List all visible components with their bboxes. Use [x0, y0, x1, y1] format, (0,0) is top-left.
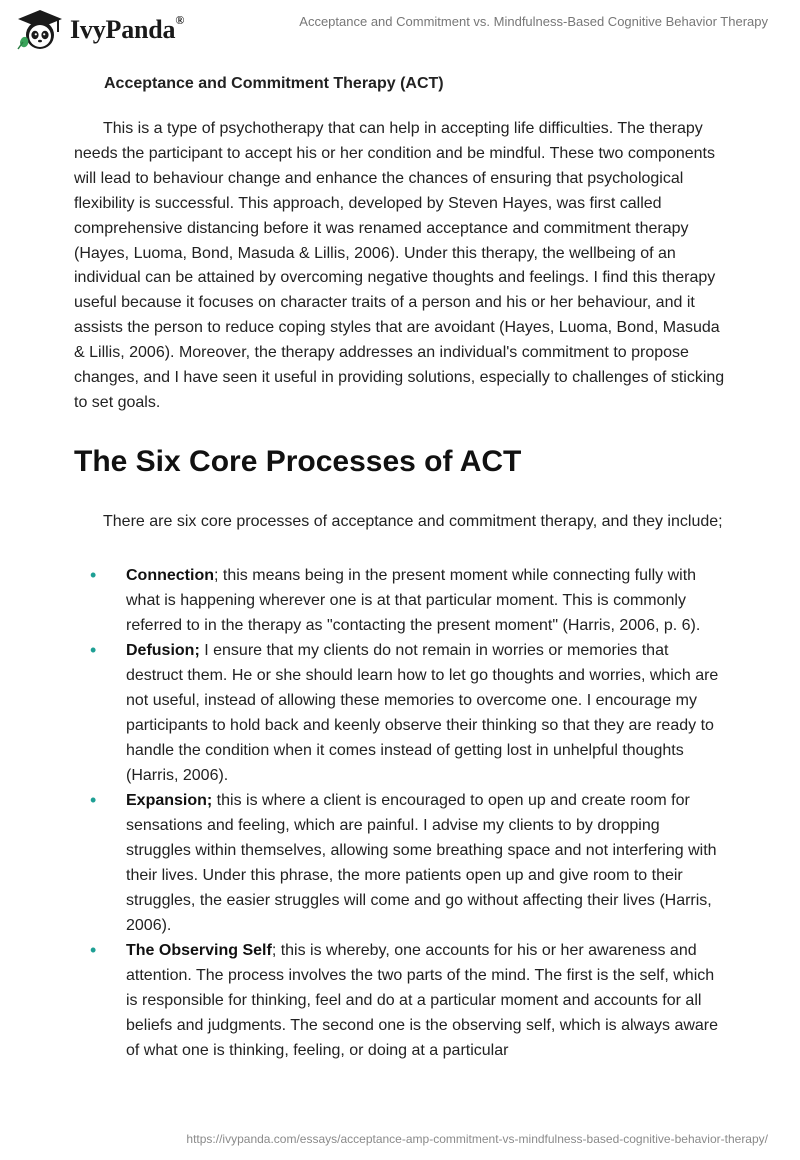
term-description: this is where a client is encouraged to open up and create room for sensations and feeling, which are painful. I advise my clients to by dropping struggles within themselves, allowing some breathing space and not interfering with their lives. Under this phrase, the more patients open up and give room to their struggles, the easier struggles will come and go without affecting their lives (Harris, 2006).: [126, 791, 717, 934]
term-description: ; this means being in the present moment while connecting fully with what is happening wherever one is at that particular moment. This is commonly referred to in the therapy as "contacting the present moment" (Harris, 2006, p. 6).: [126, 566, 701, 634]
section-intro-paragraph: There are six core processes of acceptance and commitment therapy, and they include;: [103, 512, 723, 530]
core-processes-list: [74, 563, 726, 1063]
list-item: [74, 563, 726, 638]
bullet-icon: •: [90, 939, 97, 960]
intro-paragraph: This is a type of psychotherapy that can help in accepting life difficulties. The therapy needs the participant to accept his or her condition and be mindful. These two components will lead to behaviour change and enhance the chances of ensuring that psychological flexibility is successful. This approach, developed by Steven Hayes, was first called comprehensive distancing before it was renamed acceptance and commitment therapy (Hayes, Luoma, Bond, Masuda & Lillis, 2006). Under this therapy, the wellbeing of an individual can be attained by overcoming negative thoughts and feelings. I find this therapy useful because it focuses on character traits of a person and his or her behaviour, and it assists the person to reduce coping styles that are avoidant (Hayes, Luoma, Bond, Masuda & Lillis, 2006). Moreover, the therapy addresses an individual's commitment to propose changes, and I have seen it useful in providing solutions, especially to challenges of sticking to set goals.: [74, 120, 725, 411]
term-defusion: Defusion;: [126, 641, 200, 659]
term-description: ; this is whereby, one accounts for his or her awareness and attention. The process involves the two parts of the mind. The first is the self, which is responsible for thinking, feel and do at a particular moment and accounts for all beliefs and judgments. The second one is the observing self, which is always aware of what one is thinking, feeling, or doing at a particular: [126, 941, 719, 1059]
act-subheading: Acceptance and Commitment Therapy (ACT): [104, 75, 444, 92]
list-item: [74, 638, 726, 788]
page-header: [0, 0, 800, 60]
panda-graduate-icon: [14, 8, 66, 52]
brand-name: IvyPanda®: [70, 13, 185, 44]
bullet-icon: •: [90, 564, 97, 585]
term-observing-self: The Observing Self: [126, 941, 272, 959]
bullet-icon: •: [90, 639, 97, 660]
term-expansion: Expansion;: [126, 791, 213, 809]
list-item: [74, 938, 726, 1063]
essay-content: [74, 72, 726, 1063]
bullet-icon: •: [90, 789, 97, 810]
ivypanda-logo[interactable]: [14, 8, 199, 52]
document-title: Acceptance and Commitment vs. Mindfulness-Based Cognitive Behavior Therapy: [299, 14, 768, 29]
section-heading: The Six Core Processes of ACT: [74, 444, 522, 478]
source-url[interactable]: https://ivypanda.com/essays/acceptance-amp-commitment-vs-mindfulness-based-cognitive-behavior-therapy/: [186, 1132, 768, 1146]
list-item: [74, 788, 726, 938]
term-description: I ensure that my clients do not remain in worries or memories that destruct them. He or she should learn how to let go thoughts and worries, which are not useful, instead of allowing these memories to overcome one. I encourage my participants to hold back and keenly observe their thinking so that they are ready to handle the condition when it comes instead of getting lost in unhelpful thoughts (Harris, 2006).: [126, 641, 719, 784]
term-connection: Connection: [126, 566, 214, 584]
